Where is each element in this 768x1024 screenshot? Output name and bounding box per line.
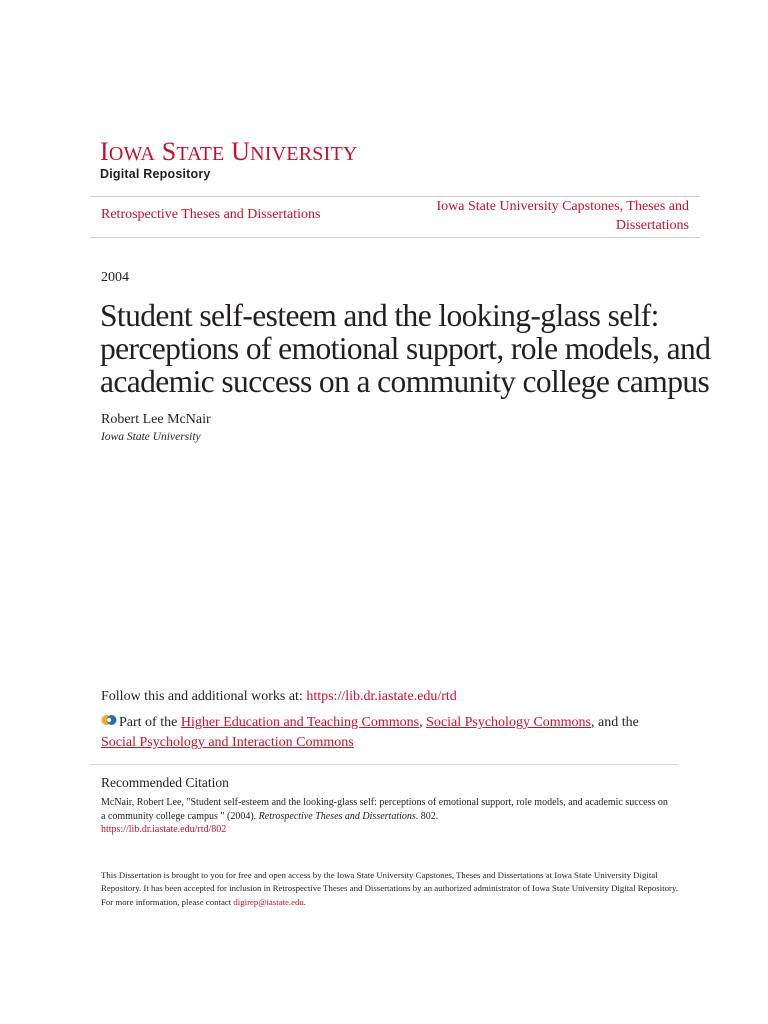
follow-text: Follow this and additional works at: <box>101 689 307 704</box>
part-of-sep1: , <box>419 715 427 730</box>
commons-link-social-psychology-interaction[interactable]: Social Psychology and Interaction Commons <box>101 735 354 750</box>
author-name: Robert Lee McNair <box>101 412 211 427</box>
iowa-state-logo[interactable] <box>100 138 358 181</box>
parent-collection-line1: Iowa State University Capstones, Theses and <box>436 199 689 214</box>
citation-url-link[interactable]: https://lib.dr.iastate.edu/rtd/802 <box>101 824 227 835</box>
author-affiliation: Iowa State University <box>101 431 201 443</box>
contact-email-link[interactable]: digirep@iastate.edu <box>233 896 304 907</box>
document-title: Student self-esteem and the looking-glass self: perceptions of emotional support, role models, and academic success on a community college campus <box>100 298 711 399</box>
access-notice <box>101 869 681 909</box>
citation-body <box>101 796 671 837</box>
part-of-sep2: , and the <box>591 715 639 730</box>
notice-end: . <box>303 896 306 907</box>
citation-number: . 802. <box>415 810 439 822</box>
parent-collection-line2: Dissertations <box>615 218 689 233</box>
citation-text: McNair, Robert Lee, "Student self-esteem and the looking-glass self: perceptions of emotional support, role models, and academic success on a community college campus " (2004). <box>101 797 668 822</box>
citation-series: Retrospective Theses and Dissertations <box>258 810 416 822</box>
follow-url-link[interactable]: https://lib.dr.iastate.edu/rtd <box>306 689 457 704</box>
commons-link-social-psychology[interactable]: Social Psychology Commons <box>426 715 592 730</box>
part-of-prefix: Part of the <box>119 715 181 730</box>
parent-collection-link[interactable] <box>399 197 689 235</box>
citation-divider <box>90 764 678 765</box>
citation-heading: Recommended Citation <box>101 775 229 790</box>
notice-text: This Dissertation is brought to you for free and open access by the Iowa State University Capstones, Theses and Dissertations at Iowa State University Digital Repository. It has been accepted for inclusion in Retrospective Theses and Dissertations by an authorized administrator of Iowa State University Digital Repository. For more information, please contact <box>101 870 678 907</box>
publication-year: 2004 <box>101 270 129 285</box>
commons-link-higher-education[interactable]: Higher Education and Teaching Commons <box>180 715 420 730</box>
collection-link[interactable]: Retrospective Theses and Dissertations <box>101 207 321 222</box>
part-of-line <box>101 712 681 753</box>
logo-university-name: IOWA STATE UNIVERSITY <box>100 137 358 166</box>
bepress-commons-icon <box>101 712 117 728</box>
logo-subtitle: Digital Repository <box>100 167 211 181</box>
header-divider-bottom <box>90 237 700 238</box>
follow-line <box>101 689 457 705</box>
